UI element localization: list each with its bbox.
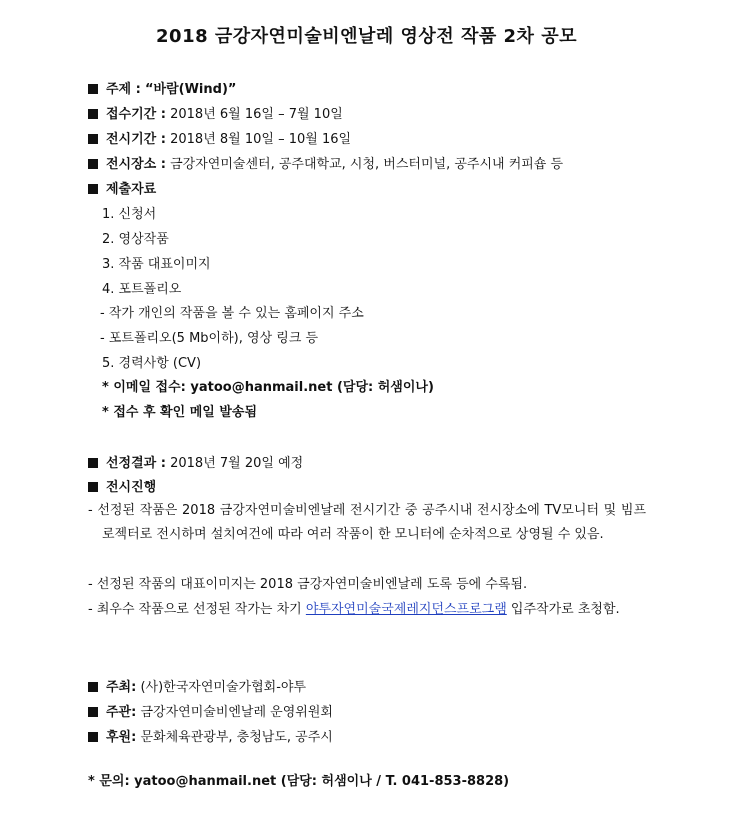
exhibition-period-label: 전시기간 : (106, 132, 166, 147)
square-bullet-icon (88, 482, 98, 492)
result-value: 2018년 7월 20일 예정 (170, 456, 304, 471)
square-bullet-icon (88, 707, 98, 717)
exhibition-period-value: 2018년 8월 10일 – 10월 16일 (170, 132, 352, 147)
list-item: - 포트폴리오(5 Mb이하), 영상 링크 등 (100, 331, 319, 346)
confirm-note: * 접수 후 확인 메일 발송됨 (102, 405, 258, 420)
square-bullet-icon (88, 682, 98, 692)
host-value: (사)한국자연미술가협회-야투 (140, 680, 306, 695)
square-bullet-icon (88, 134, 98, 144)
sponsor-row (88, 729, 333, 747)
square-bullet-icon (88, 184, 98, 194)
square-bullet-icon (88, 109, 98, 119)
exhibition-period-row (88, 131, 351, 149)
materials-label: 제출자료 (106, 182, 157, 197)
progress-paragraph-2: - 선정된 작품의 대표이미지는 2018 금강자연미술비엔날레 도록 등에 수록됨. (88, 577, 528, 592)
result-label: 선정결과 : (106, 456, 166, 471)
progress-paragraph-1: - 선정된 작품은 2018 금강자연미술비엔날레 전시기간 중 공주시내 전시장소에 TV모니터 및 빔프로젝터로 전시하며 설치여건에 따라 여러 작품이 한 모니터에 순차적으로 상영될 수 있음. (88, 503, 646, 542)
materials-row (88, 181, 156, 199)
paragraph-text: 입주작가로 초청함. (506, 602, 620, 617)
list-item: - 작가 개인의 작품을 볼 수 있는 홈페이지 주소 (100, 306, 364, 321)
organizer-value: 금강자연미술비엔날레 운영위원회 (140, 705, 333, 720)
list-item: 3. 작품 대표이미지 (102, 257, 211, 272)
square-bullet-icon (88, 84, 98, 94)
organizer-label: 주관: (106, 705, 137, 720)
theme-row (88, 81, 236, 99)
list-item: 1. 신청서 (102, 207, 157, 222)
host-row (88, 679, 306, 697)
email-note: * 이메일 접수: yatoo@hanmail.net (담당: 허샘이나) (102, 380, 434, 395)
submission-period-value: 2018년 6월 16일 – 7월 10일 (170, 107, 343, 122)
host-label: 주최: (106, 680, 137, 695)
exhibition-venue-label: 전시장소 : (106, 157, 166, 172)
sponsor-label: 후원: (106, 730, 137, 745)
theme-value: “바람(Wind)” (144, 82, 237, 97)
progress-label: 전시진행 (106, 480, 157, 495)
paragraph-text: - 최우수 작품으로 선정된 작가는 차기 (88, 602, 306, 617)
progress-paragraph-3 (88, 598, 646, 622)
contact-info: * 문의: yatoo@hanmail.net (담당: 허샘이나 / T. 041-853-8828) (88, 774, 510, 789)
sponsor-value: 문화체육관광부, 충청남도, 공주시 (140, 730, 333, 745)
list-item: 2. 영상작품 (102, 232, 169, 247)
submission-period-label: 접수기간 : (106, 107, 166, 122)
result-row (88, 455, 303, 473)
square-bullet-icon (88, 732, 98, 742)
page-title: 2018 금강자연미술비엔날레 영상전 작품 2차 공모 (156, 26, 577, 47)
square-bullet-icon (88, 458, 98, 468)
theme-label: 주제 : (106, 82, 141, 97)
exhibition-venue-row (88, 156, 563, 174)
organizer-row (88, 704, 333, 722)
progress-row (88, 479, 156, 497)
residency-program-link[interactable]: 야투자연미술국제레지던스프로그램 (305, 602, 507, 617)
list-item: 5. 경력사항 (CV) (102, 356, 202, 371)
list-item: 4. 포트폴리오 (102, 282, 182, 297)
submission-period-row (88, 106, 343, 124)
square-bullet-icon (88, 159, 98, 169)
exhibition-venue-value: 금강자연미술센터, 공주대학교, 시청, 버스터미널, 공주시내 커피숍 등 (170, 157, 564, 172)
